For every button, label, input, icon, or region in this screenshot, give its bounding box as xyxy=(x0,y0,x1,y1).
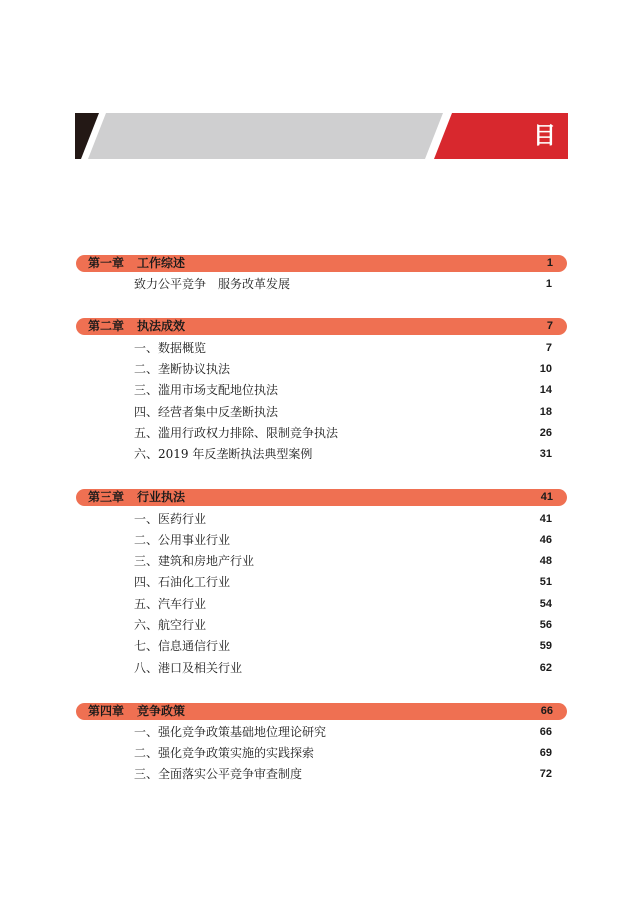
toc-entry-title: 二、公用事业行业 xyxy=(134,533,231,547)
chapter-page-number: 66 xyxy=(540,705,553,717)
toc-entry[interactable] xyxy=(134,596,552,613)
banner-graphic xyxy=(75,113,568,159)
toc-entry[interactable] xyxy=(134,660,552,677)
toc-banner xyxy=(75,113,635,159)
toc-entry-page: 41 xyxy=(539,513,552,525)
toc-entry[interactable] xyxy=(134,745,552,762)
chapter-label: 第二章 xyxy=(88,319,125,333)
toc-entry-page: 66 xyxy=(539,726,552,738)
toc-entry-title: 三、全面落实公平竞争审查制度 xyxy=(134,767,303,781)
toc-entry[interactable] xyxy=(134,766,552,783)
toc-entry-title: 二、强化竞争政策实施的实践探索 xyxy=(134,746,315,760)
toc-entry-page: 54 xyxy=(539,598,552,610)
chapter-label: 第三章 xyxy=(88,490,125,504)
toc-entry-page: 10 xyxy=(539,363,552,375)
toc-entry-title: 一、强化竞争政策基础地位理论研究 xyxy=(134,725,327,739)
toc-entry-page: 51 xyxy=(539,576,552,588)
toc-entry-title: 六、2019 年反垄断执法典型案例 xyxy=(134,447,313,461)
toc-entry[interactable] xyxy=(134,532,552,549)
toc-entry-title: 二、垄断协议执法 xyxy=(134,362,231,376)
chapter-heading-4[interactable] xyxy=(76,703,567,720)
toc-entry-page: 59 xyxy=(539,640,552,652)
toc-entry[interactable] xyxy=(134,382,552,399)
toc-entry-page: 62 xyxy=(539,662,552,674)
toc-entry[interactable] xyxy=(134,404,552,421)
toc-entry-page: 7 xyxy=(545,342,552,354)
toc-entry-page: 46 xyxy=(539,534,552,546)
toc-entry-page: 14 xyxy=(539,384,552,396)
chapter-page-number: 7 xyxy=(546,320,553,332)
toc-entry[interactable] xyxy=(134,425,552,442)
chapter-heading-1[interactable] xyxy=(76,255,567,272)
toc-entry[interactable] xyxy=(134,574,552,591)
toc-entry-title: 三、滥用市场支配地位执法 xyxy=(134,383,279,397)
toc-entry-page: 56 xyxy=(539,619,552,631)
toc-entry-title: 五、滥用行政权力排除、限制竞争执法 xyxy=(134,426,339,440)
toc-entry-page: 72 xyxy=(539,768,552,780)
chapter-page-number: 1 xyxy=(546,257,553,269)
toc-entry-title: 一、数据概览 xyxy=(134,341,207,355)
chapter-heading-3[interactable] xyxy=(76,489,567,506)
chapter-label: 第一章 xyxy=(88,256,125,270)
chapter-title: 行业执法 xyxy=(137,490,186,504)
chapter-title: 执法成效 xyxy=(137,319,186,333)
toc-entry-page: 1 xyxy=(545,278,552,290)
toc-entry-title: 一、医药行业 xyxy=(134,512,207,526)
toc-entry-title: 致力公平竞争 服务改革发展 xyxy=(134,277,291,291)
toc-entry[interactable] xyxy=(134,638,552,655)
toc-entry-title: 四、石油化工行业 xyxy=(134,575,231,589)
toc-entry-page: 48 xyxy=(539,555,552,567)
toc-entry[interactable] xyxy=(134,361,552,378)
toc-entry-page: 18 xyxy=(539,406,552,418)
toc-entry[interactable] xyxy=(134,276,552,293)
toc-entry[interactable] xyxy=(134,553,552,570)
toc-entry-page: 31 xyxy=(539,448,552,460)
chapter-page-number: 41 xyxy=(540,491,553,503)
toc-entry[interactable] xyxy=(134,724,552,741)
chapter-title: 竞争政策 xyxy=(137,704,186,718)
toc-entry-title: 五、汽车行业 xyxy=(134,597,207,611)
toc-entry-page: 69 xyxy=(539,747,552,759)
toc-entry-page: 26 xyxy=(539,427,552,439)
toc-entry[interactable] xyxy=(134,511,552,528)
toc-entry-title: 八、港口及相关行业 xyxy=(134,661,243,675)
toc-entry[interactable] xyxy=(134,617,552,634)
toc-entry[interactable] xyxy=(134,446,552,463)
toc-entry-title: 六、航空行业 xyxy=(134,618,207,632)
chapter-heading-2[interactable] xyxy=(76,318,567,335)
toc-entry-title: 三、建筑和房地产行业 xyxy=(134,554,255,568)
page-title: 目 录 xyxy=(532,122,635,149)
toc-entry-title: 七、信息通信行业 xyxy=(134,639,231,653)
toc-entry-title: 四、经营者集中反垄断执法 xyxy=(134,405,279,419)
chapter-title: 工作综述 xyxy=(137,256,186,270)
toc-entry[interactable] xyxy=(134,340,552,357)
chapter-label: 第四章 xyxy=(88,704,125,718)
